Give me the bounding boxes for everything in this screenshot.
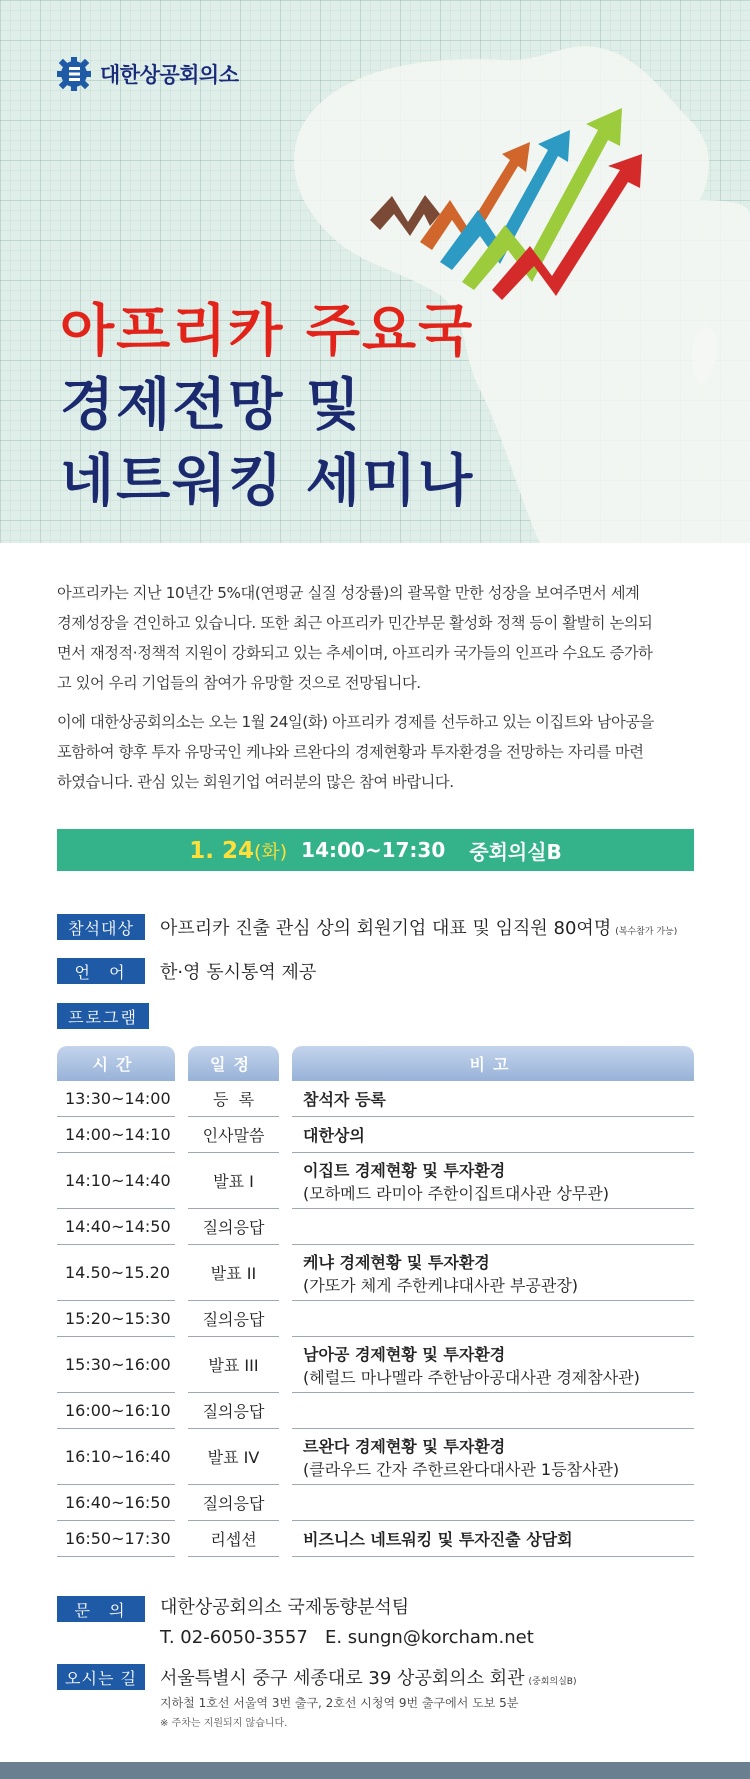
row-item: 질의응답 bbox=[188, 1393, 279, 1429]
event-date bbox=[189, 837, 287, 864]
row-item: 발표 II bbox=[188, 1245, 279, 1301]
row-time: 16:40~16:50 bbox=[57, 1485, 175, 1521]
row-item: 인사말씀 bbox=[188, 1117, 279, 1153]
table-row bbox=[57, 1429, 694, 1485]
row-time: 14.50~15.20 bbox=[57, 1245, 175, 1301]
program-label: 프로그램 bbox=[57, 1003, 149, 1029]
event-date-bar bbox=[57, 829, 694, 871]
intro-line: 고 있어 우리 기업들의 참여가 유망할 것으로 전망됩니다. bbox=[57, 674, 421, 692]
header-time: 시간 bbox=[57, 1046, 175, 1081]
intro-line: 경제성장을 견인하고 있습니다. 또한 최근 아프리카 민간부문 활성화 정책 등이 활발히 논의되 bbox=[57, 614, 653, 632]
event-weekday: (화) bbox=[253, 840, 288, 863]
row-time: 16:00~16:10 bbox=[57, 1393, 175, 1429]
row-note bbox=[292, 1337, 694, 1393]
row-item: 질의응답 bbox=[188, 1485, 279, 1521]
table-row bbox=[57, 1521, 694, 1557]
table-row bbox=[57, 1485, 694, 1521]
title-line-1: 아프리카 주요국 bbox=[60, 299, 475, 364]
row-note-sub: (모하메드 라미아 주한이집트대사관 상무관) bbox=[303, 1183, 609, 1203]
row-time: 14:00~14:10 bbox=[57, 1117, 175, 1153]
row-time: 15:20~15:30 bbox=[57, 1301, 175, 1337]
intro-line: 포함하여 향후 투자 유망국인 케냐와 르완다의 경제현황과 투자환경을 전망하는 자리를 마련 bbox=[57, 743, 644, 761]
directions-label: 오시는 길 bbox=[57, 1664, 145, 1690]
row-time: 14:10~14:40 bbox=[57, 1153, 175, 1209]
table-row bbox=[57, 1117, 694, 1153]
intro-paragraph-1 bbox=[57, 578, 697, 698]
event-venue: 중회의실B bbox=[469, 839, 562, 864]
row-item: 발표 III bbox=[188, 1337, 279, 1393]
table-row bbox=[57, 1337, 694, 1393]
header-schedule: 일정 bbox=[188, 1046, 279, 1081]
event-time: 14:00~17:30 bbox=[301, 838, 446, 862]
intro-line: 이에 대한상공회의소는 오는 1월 24일(화) 아프리카 경제를 선두하고 있는 이집트와 남아공을 bbox=[57, 713, 654, 731]
row-time: 15:30~16:00 bbox=[57, 1337, 175, 1393]
attendees-info bbox=[160, 914, 677, 940]
intro-text bbox=[57, 578, 697, 806]
intro-line: 면서 재정적·정책적 지원이 강화되고 있는 추세이며, 아프리카 국가들의 인프라 수요도 증가하 bbox=[57, 644, 653, 662]
event-date-value: 1. 24 bbox=[189, 837, 254, 864]
row-item: 질의응답 bbox=[188, 1209, 279, 1245]
row-note-sub: (가또가 체게 주한케냐대사관 부공관장) bbox=[303, 1275, 579, 1295]
header-remarks: 비고 bbox=[292, 1046, 694, 1081]
directions-room-note: (중회의실B) bbox=[528, 1677, 577, 1687]
table-row bbox=[57, 1209, 694, 1245]
directions-subway: 지하철 1호선 서울역 3번 출구, 2호선 시청역 9번 출구에서 도보 5분 bbox=[160, 1696, 519, 1710]
row-item: 등 록 bbox=[188, 1081, 279, 1117]
contact-phone-email: T. 02-6050-3557 E. sungn@korcham.net bbox=[160, 1627, 534, 1648]
row-item: 발표 I bbox=[188, 1153, 279, 1209]
row-note bbox=[292, 1245, 694, 1301]
table-row bbox=[57, 1301, 694, 1337]
row-note-title: 케냐 경제현황 및 투자환경 bbox=[303, 1252, 490, 1272]
row-note-title: 남아공 경제현황 및 투자환경 bbox=[303, 1344, 506, 1364]
contact-team: 대한상공회의소 국제동향분석팀 bbox=[160, 1597, 410, 1618]
attendees-text: 아프리카 진출 관심 상의 회원기업 대표 및 임직원 80여명 bbox=[160, 918, 612, 939]
directions-parking: ※ 주차는 지원되지 않습니다. bbox=[160, 1718, 288, 1729]
table-row bbox=[57, 1245, 694, 1301]
korcham-gear-icon bbox=[56, 56, 92, 92]
row-note bbox=[292, 1301, 694, 1337]
row-item: 질의응답 bbox=[188, 1301, 279, 1337]
row-time: 16:10~16:40 bbox=[57, 1429, 175, 1485]
directions-address-text: 서울특별시 중구 세종대로 39 상공회의소 회관 bbox=[160, 1668, 525, 1689]
intro-line: 아프리카는 지난 10년간 5%대(연평균 실질 성장률)의 괄목할 만한 성장을 보여주면서 세계 bbox=[57, 584, 640, 602]
row-item: 발표 IV bbox=[188, 1429, 279, 1485]
hero-banner bbox=[0, 0, 750, 543]
org-name: 대한상공회의소 bbox=[100, 63, 239, 87]
row-note: 대한상의 bbox=[292, 1117, 694, 1153]
attendees-label: 참석대상 bbox=[57, 914, 145, 940]
row-note bbox=[292, 1393, 694, 1429]
org-logo bbox=[56, 56, 239, 92]
intro-paragraph-2 bbox=[57, 707, 697, 797]
row-item: 리셉션 bbox=[188, 1521, 279, 1557]
language-label: 언 어 bbox=[57, 958, 145, 984]
program-table-header bbox=[57, 1046, 694, 1081]
row-note-title: 이집트 경제현황 및 투자환경 bbox=[303, 1160, 506, 1180]
contact-label: 문 의 bbox=[57, 1596, 145, 1622]
title-line-2: 경제전망 및 bbox=[60, 373, 362, 438]
intro-line: 하였습니다. 관심 있는 회원기업 여러분의 많은 참여 바랍니다. bbox=[57, 773, 454, 791]
row-note bbox=[292, 1485, 694, 1521]
footer-bar bbox=[0, 1762, 750, 1779]
row-time: 16:50~17:30 bbox=[57, 1521, 175, 1557]
row-note bbox=[292, 1429, 694, 1485]
row-note-sub: (헤럴드 마나멜라 주한남아공대사관 경제참사관) bbox=[303, 1367, 640, 1387]
table-row bbox=[57, 1153, 694, 1209]
title-line-3: 네트워킹 세미나 bbox=[60, 449, 475, 514]
row-note-sub: (클라우드 간자 주한르완다대사관 1등참사관) bbox=[303, 1459, 620, 1479]
row-note: 비즈니스 네트워킹 및 투자진출 상담회 bbox=[292, 1521, 694, 1557]
row-time: 13:30~14:00 bbox=[57, 1081, 175, 1117]
contact-info bbox=[160, 1593, 534, 1653]
table-row bbox=[57, 1081, 694, 1117]
row-time: 14:40~14:50 bbox=[57, 1209, 175, 1245]
language-text: 한·영 동시통역 제공 bbox=[160, 962, 317, 983]
program-table bbox=[57, 1046, 694, 1557]
directions-address bbox=[160, 1664, 576, 1690]
row-note: 참석자 등록 bbox=[292, 1081, 694, 1117]
table-row bbox=[57, 1393, 694, 1429]
attendees-note: (복수참가 가능) bbox=[615, 927, 678, 937]
row-note-title: 르완다 경제현황 및 투자환경 bbox=[303, 1436, 506, 1456]
row-note bbox=[292, 1153, 694, 1209]
row-note bbox=[292, 1209, 694, 1245]
